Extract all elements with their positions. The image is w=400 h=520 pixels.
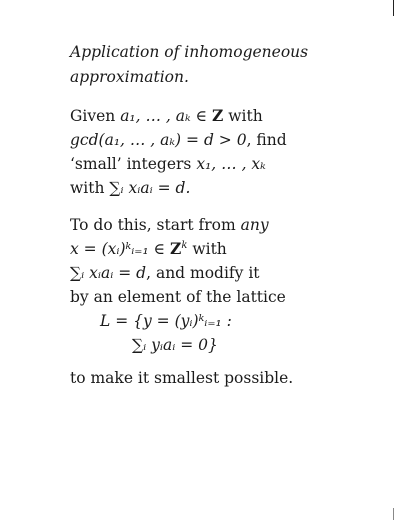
method-line-4: by an element of the lattice xyxy=(70,288,286,306)
title-line-2: approximation. xyxy=(70,68,189,86)
math-Z: Z xyxy=(170,239,182,258)
math-sum-condition: ∑ᵢ xᵢaᵢ = d. xyxy=(109,179,191,197)
text-with: with xyxy=(223,107,263,125)
method-line-2 xyxy=(70,237,375,261)
scan-edge-mark xyxy=(393,0,394,16)
document-page xyxy=(70,40,375,403)
given-line-1 xyxy=(70,104,375,128)
method-line-7: to make it smallest possible. xyxy=(70,369,294,387)
given-line-3 xyxy=(70,152,375,176)
method-line-3 xyxy=(70,261,375,285)
method-line-1 xyxy=(70,213,375,237)
math-Z-exponent: k xyxy=(181,239,188,251)
text-with-2: with xyxy=(70,179,110,197)
scan-edge-mark-bottom xyxy=(393,508,394,520)
text-with-3: with xyxy=(187,240,227,258)
math-x-vector: x = (xᵢ)ᵏᵢ₌₁ ∈ xyxy=(70,240,171,258)
paragraph-method xyxy=(70,213,375,390)
math-integers-Z: Z xyxy=(212,106,224,125)
document-title xyxy=(70,40,375,90)
paragraph-given xyxy=(70,104,375,200)
given-line-2 xyxy=(70,128,375,152)
given-line-4 xyxy=(70,176,375,200)
math-gcd: gcd(a₁, … , aₖ) = d > 0 xyxy=(70,131,247,149)
math-a-list: a₁, … , aₖ ∈ xyxy=(120,107,212,125)
lattice-definition-line-2 xyxy=(70,333,375,357)
title-line-1: Application of inhomogeneous xyxy=(70,43,309,61)
math-x-list: x₁, … , xₖ xyxy=(196,155,266,173)
lattice-definition-line-1 xyxy=(70,309,375,333)
text-to-do-this: To do this, start from xyxy=(70,216,241,234)
text-small-integers: ‘small’ integers xyxy=(70,155,197,173)
math-lattice-L: L = {y = (yᵢ)ᵏᵢ₌₁ : xyxy=(100,312,232,330)
math-lattice-condition: ∑ᵢ yᵢaᵢ = 0} xyxy=(132,336,218,354)
text-modify: , and modify it xyxy=(146,264,260,282)
math-sum-condition-2: ∑ᵢ xᵢaᵢ = d xyxy=(70,264,147,282)
text-given: Given xyxy=(70,107,121,125)
text-find: , find xyxy=(246,131,287,149)
text-any: any xyxy=(240,216,269,234)
